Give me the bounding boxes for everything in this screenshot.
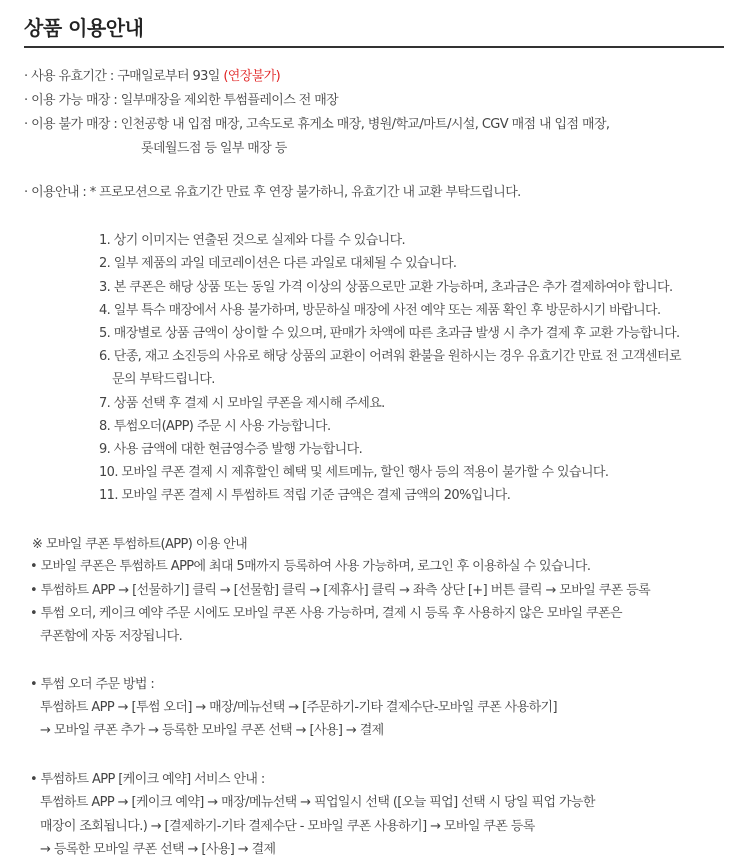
app-guide-item: • 투썸하트 APP → [선물하기] 클릭 → [선물함] 클릭 → [제휴사] 클릭 → 좌측 상단 [+] 버튼 클릭 → 모바일 쿠폰 등록 [30, 583, 651, 598]
order-method-step: 투썸하트 APP → [투썸 오더] → 매장/메뉴선택 → [주문하기-기타 결제수단-모바일 쿠폰 사용하기] [40, 700, 557, 715]
note-item: 5. 매장별로 상품 금액이 상이할 수 있으며, 판매가 차액에 따른 초과금 발생 시 추가 결제 후 교환 가능합니다. [99, 326, 680, 341]
note-item: 8. 투썸오더(APP) 주문 시 사용 가능합니다. [99, 419, 331, 434]
cake-reservation-step: 투썸하트 APP → [케이크 예약] → 매장/메뉴선택 → 픽업일시 선택 ([오늘 픽업] 선택 시 당일 픽업 가능한 [40, 795, 595, 810]
page-title: 상품 이용안내 [24, 16, 144, 40]
note-item: 1. 상기 이미지는 연출된 것으로 실제와 다를 수 있습니다. [99, 233, 406, 248]
note-item: 6. 단종, 재고 소진등의 사유로 해당 상품의 교환이 어려워 환불을 원하시는 경우 유효기간 만료 전 고객센터로 [99, 349, 681, 364]
unavailable-stores: · 이용 불가 매장 : 인천공항 내 입점 매장, 고속도로 휴게소 매장, 병원/학교/마트/시설, CGV 매점 내 입점 매장, [24, 117, 610, 132]
unavailable-stores-cont: 롯데월드점 등 일부 매장 등 [141, 141, 287, 156]
note-item: 11. 모바일 쿠폰 결제 시 투썸하트 적립 기준 금액은 결제 금액의 20%입니다. [99, 488, 511, 503]
note-item: 9. 사용 금액에 대한 현금영수증 발행 가능합니다. [99, 442, 363, 457]
cake-reservation-step: → 등록한 모바일 쿠폰 선택 → [사용] → 결제 [40, 842, 276, 857]
validity-line [24, 67, 280, 87]
cake-reservation-step: 매장이 조회됩니다.) → [결제하기-기타 결제수단 - 모바일 쿠폰 사용하기] → 모바일 쿠폰 등록 [40, 819, 535, 834]
note-item: 2. 일부 제품의 과일 데코레이션은 다른 과일로 대체될 수 있습니다. [99, 256, 457, 271]
app-guide-item: • 투썸 오더, 케이크 예약 주문 시에도 모바일 쿠폰 사용 가능하며, 결제 시 등록 후 사용하지 않은 모바일 쿠폰은 [30, 606, 622, 621]
title-divider [24, 46, 724, 48]
usage-guide: · 이용안내 : * 프로모션으로 유효기간 만료 후 연장 불가하니, 유효기간 내 교환 부탁드립니다. [24, 185, 521, 200]
app-guide-item-cont: 쿠폰함에 자동 저장됩니다. [40, 629, 183, 644]
note-item: 7. 상품 선택 후 결제 시 모바일 쿠폰을 제시해 주세요. [99, 396, 385, 411]
app-guide-item: • 모바일 쿠폰은 투썸하트 APP에 최대 5매까지 등록하여 사용 가능하며, 로그인 후 이용하실 수 있습니다. [30, 559, 591, 574]
note-item-cont: 문의 부탁드립니다. [112, 372, 215, 387]
order-method-step: → 모바일 쿠폰 추가 → 등록한 모바일 쿠폰 선택 → [사용] → 결제 [40, 723, 384, 738]
available-stores: · 이용 가능 매장 : 일부매장을 제외한 투썸플레이스 전 매장 [24, 93, 339, 108]
order-method-heading: • 투썸 오더 주문 방법 : [30, 677, 155, 692]
note-item: 3. 본 쿠폰은 해당 상품 또는 동일 가격 이상의 상품으로만 교환 가능하며, 초과금은 추가 결제하여야 합니다. [99, 280, 673, 295]
validity-text: · 사용 유효기간 : 구매일로부터 93일 [24, 69, 224, 84]
note-item: 10. 모바일 쿠폰 결제 시 제휴할인 혜택 및 세트메뉴, 할인 행사 등의 적용이 불가할 수 있습니다. [99, 465, 609, 480]
no-extension-note: (연장불가) [223, 69, 281, 84]
app-guide-heading: ※ 모바일 쿠폰 투썸하트(APP) 이용 안내 [32, 537, 248, 552]
cake-reservation-heading: • 투썸하트 APP [케이크 예약] 서비스 안내 : [30, 772, 265, 787]
note-item: 4. 일부 특수 매장에서 사용 불가하며, 방문하실 매장에 사전 예약 또는 제품 확인 후 방문하시기 바랍니다. [99, 303, 661, 318]
